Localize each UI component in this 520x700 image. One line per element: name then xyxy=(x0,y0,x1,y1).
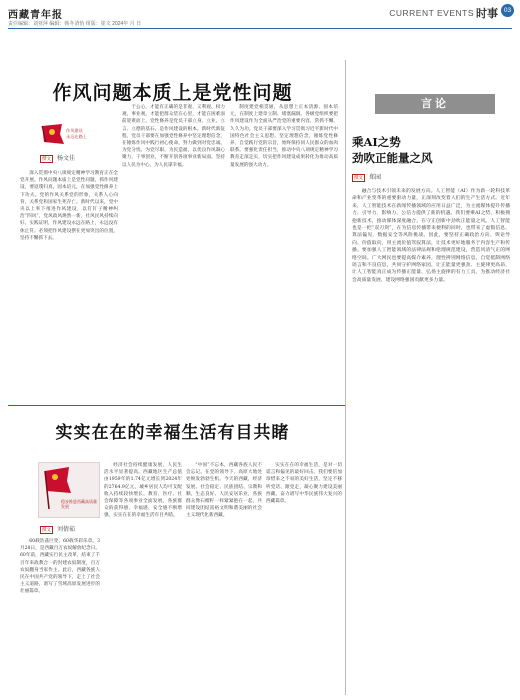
article2-column-3 xyxy=(186,462,262,693)
banner-text-line-2: 永远在路上 xyxy=(66,134,87,139)
article1-paragraph-1: 深入贯彻中央八项规定精神学习教育正在全党开展。作风问题本质上是党性问题，抓作风建设，要返璞归真、固本培元，在加强党性修养上下功夫。党的作风关系党的形象，关系人心向背，关系党和国家生死存亡。新时代以来，党中央以上率下推进作风建设，以钉钉子精神纠治“四风”，党风政风焕然一新，社风民风持续向好。实践证明，作风建设永远在路上，永远没有休止符。必须把作风建设摆在更加突出的位置，坚持不懈抓下去。 xyxy=(20,171,118,241)
banner-text-line-1: 作风建设 xyxy=(66,128,83,133)
article2-paragraph-2: 经济社会持续健康发展，人民生活水平显著提高。西藏地区生产总值由1959年的1.74亿元增长到2024年的2764.9亿元，城乡居民人均可支配收入持续较快增长。教育、医疗、社会保障等各项事业全面发展，各族群众的获得感、幸福感、安全感不断增强，实实在在的幸福生活有目共睹。 xyxy=(104,463,182,519)
page-number: 03 xyxy=(501,4,514,17)
opinion-label: 言论 xyxy=(375,94,495,114)
article1-column-2 xyxy=(122,104,225,402)
article1-banner-graphic xyxy=(40,122,106,146)
article1-column-3 xyxy=(230,104,338,402)
byline-mark: 撰文 xyxy=(354,175,363,180)
article2-column-2 xyxy=(104,462,182,693)
article2-paragraph-4: 实实在在的幸福生活，是对一切谎言和偏见的最好回击。我们要倍加珍惜来之不易的美好生活，坚定不移听党话、跟党走，凝心聚力建设美丽西藏，奋力谱写中华民族伟大复兴的西藏篇章。 xyxy=(266,463,342,505)
opinion-paragraph: 融合与技术引领未来的发展方向。人工智能（AI）作为新一轮科技革命和产业变革的重要驱动力量，正深刻改变着人们的生产生活方式。近年来，人工智能技术在新闻传播领域的应用日益广泛，为主流媒体提升传播力、引导力、影响力、公信力提供了新的机遇。我们要乘AI之势，积极拥抱新技术，推动媒体深度融合，在守正创新中劲吹正能量之风。人工智能也是一把“双刃剑”，在为信息传播带来便利的同时，也带来了虚假信息、算法偏见、数据安全等风险挑战。因此，要坚持正确政治方向、舆论导向、价值取向，用主流价值驾驭算法，让技术更好地服务于内容生产和传播。要加强人工智能领域的法律法规和伦理规范建设，营造风清气正的网络空间。广大网民也要提高媒介素养，理性辨别网络信息，自觉抵制网络谣言和不良信息，共同守护网络家园，让正能量更强劲、主旋律更高昂，让人工智能真正成为传播正能量、弘扬主旋律的有力工具，为推动经济社会高质量发展、建设网络强国贡献更多力量。 xyxy=(352,189,510,283)
column-divider xyxy=(345,60,346,695)
column-name: 时事 xyxy=(476,7,498,20)
article1-byline xyxy=(40,153,75,163)
header-rule xyxy=(8,28,512,29)
photo-caption: 稳步推进西藏高质量发展 xyxy=(61,499,97,509)
article2-author: 刘倩茹 xyxy=(57,527,76,533)
opinion-body xyxy=(352,188,510,693)
opinion-author: 郑园 xyxy=(369,175,382,181)
opinion-byline xyxy=(352,172,381,182)
article1-paragraph-2: 于公心，才能有正确的是非观、义利观、权力观、事业观，才能把群众装在心里，才能在困难面前迎难而上。党性修养是党员干部立身、立业、立言、立德的基石，是作风建设的根本。新时代新征程，党员干部要在加强党性修养中坚定理想信念，在锤炼作风中践行初心使命，努力做到对党忠诚、为党分忧、为党尽职、为民造福，以优良作风凝心聚力、干事创业，不断开创各项事业新局面。坚持以人民为中心，为人民谋幸福。 xyxy=(122,105,225,168)
article1-headline: 作风问题本质上是党性问题 xyxy=(52,82,293,104)
article1-paragraph-3: 制度建党相贯通，从思想上正本清源、固本培元，在制度上建章立制、堵塞漏洞。各级党组织要把作风建设作为全面从严治党的重要内容，常抓不懈、久久为功。党员干部要深入学习贯彻习近平新时代中国特色社会主义思想，坚定理想信念，锤炼党性修养，自觉践行党的宗旨，始终保持同人民群众的血肉联系。要强化责任担当，推动中央八项规定精神学习教育走深走实，切实把作风建设成果转化为推动高质量发展的强大动力。 xyxy=(230,105,338,168)
article2-column-1 xyxy=(20,538,100,693)
byline-mark: 撰文 xyxy=(42,527,51,532)
masthead: 西藏青年报 xyxy=(8,10,63,21)
section-rule xyxy=(8,405,345,406)
opinion-title: 乘AI之势 劲吹正能量之风 xyxy=(352,135,433,165)
article2-byline xyxy=(40,524,75,534)
article2-paragraph-1: 60载浩荡巨变，60载华彩乐章。3月28日，是西藏百万农奴解放纪念日。60年前，西藏实行民主改革，结束了千百年来政教合一的封建农奴制度，百万农奴翻身当家作主。此后，西藏各族人民在中国共产党的领导下，走上了社会主义道路，谱写了雪域高原发展进步的壮丽篇章。 xyxy=(20,539,100,595)
article2-paragraph-3: “中国”不忘本，西藏各族人民不会忘记。在党的领导下，高原大地处处焕发勃勃生机。今天的西藏，经济发展、社会稳定、民族团结、宗教和顺、生态良好、人民安居乐业，各族群众像石榴籽一样紧紧抱在一起，共同建设团结富裕文明和谐美丽的社会主义现代化新西藏。 xyxy=(186,463,262,519)
article2-column-4 xyxy=(266,462,342,693)
article1-column-1 xyxy=(20,170,118,402)
column-tag: CURRENT EVENTS xyxy=(389,8,474,18)
byline-mark: 撰文 xyxy=(42,156,51,161)
article2-headline: 实实在在的幸福生活有目共睹 xyxy=(55,423,290,443)
article2-photo xyxy=(38,462,100,518)
issue-info: 责任编辑：刘亚萍 编辑：韩冬清怡 组版：崔文 2024年 月 日 xyxy=(8,21,142,27)
article1-author: 杨文佳 xyxy=(57,156,76,162)
